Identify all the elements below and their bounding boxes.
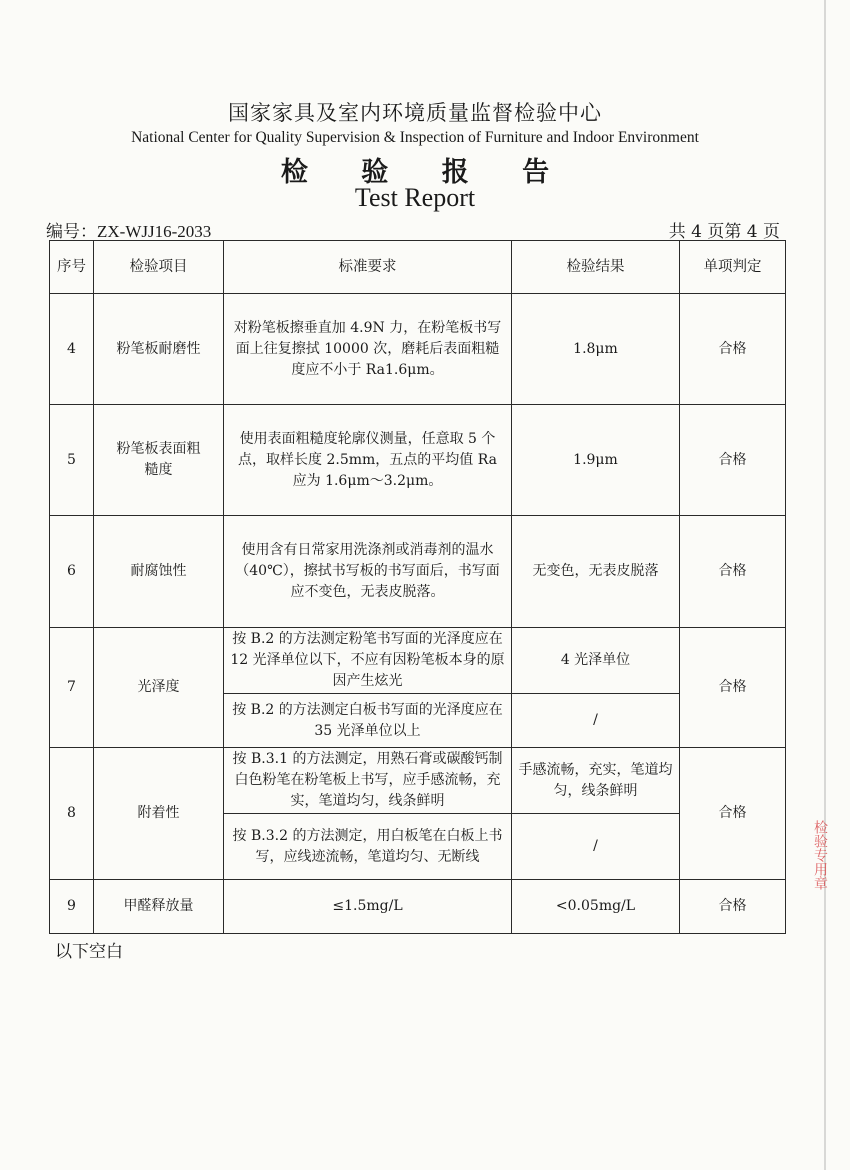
cell-requirement: 按 B.3.1 的方法测定，用熟石膏或碳酸钙制白色粉笔在粉笔板上书写，应手感流畅，充实，笔道均匀，线条鲜明 <box>224 748 512 814</box>
header-judgement: 单项判定 <box>680 241 786 294</box>
blank-below-note: 以下空白 <box>55 942 123 962</box>
cell-requirement: 使用含有日常家用洗涤剂或消毒剂的温水（40℃），擦拭书写板的书写面后，书写面应不变色，无表皮脱落。 <box>224 516 512 628</box>
cell-result: 1.9μm <box>512 405 680 516</box>
report-number <box>46 217 211 242</box>
header-requirement: 标准要求 <box>224 241 512 294</box>
cell-requirement: 使用表面粗糙度轮廓仪测量，任意取 5 个点，取样长度 2.5mm，五点的平均值 Ra 应为 1.6μm～3.2μm。 <box>224 405 512 516</box>
stamp-fragment: 检验专用章 <box>812 820 828 890</box>
header-item: 检验项目 <box>94 241 224 294</box>
report-title-en: Test Report <box>354 183 476 212</box>
cell-requirement: ≤1.5mg/L <box>224 880 512 934</box>
cell-item: 甲醛释放量 <box>94 880 224 934</box>
table-row <box>50 516 786 628</box>
cell-requirement: 按 B.2 的方法测定白板书写面的光泽度应在 35 光泽单位以上 <box>224 694 512 748</box>
page-info: 共 4 页第 4 页 <box>668 222 780 242</box>
cell-item: 光泽度 <box>94 628 224 748</box>
cell-seq: 6 <box>50 516 94 628</box>
cell-judgement: 合格 <box>680 748 786 880</box>
table-row <box>50 294 786 405</box>
header-result: 检验结果 <box>512 241 680 294</box>
cell-result: 无变色，无表皮脱落 <box>512 516 680 628</box>
cell-requirement: 按 B.3.2 的方法测定，用白板笔在白板上书写，应线迹流畅，笔道均匀、无断线 <box>224 814 512 880</box>
cell-seq: 4 <box>50 294 94 405</box>
cell-item: 粉笔板表面粗糙度 <box>94 405 224 516</box>
cell-item: 耐腐蚀性 <box>94 516 224 628</box>
table-row <box>50 748 786 814</box>
cell-judgement: 合格 <box>680 294 786 405</box>
header-seq: 序号 <box>50 241 94 294</box>
report-title-cn: 检 验 报 告 <box>280 157 572 188</box>
cell-result: / <box>512 814 680 880</box>
org-name-cn: 国家家具及室内环境质量监督检验中心 <box>228 101 602 125</box>
cell-requirement: 按 B.2 的方法测定粉笔书写面的光泽度应在 12 光泽单位以下，不应有因粉笔板本身的原因产生炫光 <box>224 628 512 694</box>
cell-judgement: 合格 <box>680 516 786 628</box>
report-number-label: 编号： <box>46 222 97 242</box>
cell-result: <0.05mg/L <box>512 880 680 934</box>
cell-result: / <box>512 694 680 748</box>
table-row <box>50 405 786 516</box>
cell-seq: 9 <box>50 880 94 934</box>
cell-judgement: 合格 <box>680 880 786 934</box>
cell-result: 1.8μm <box>512 294 680 405</box>
org-name-en: National Center for Quality Supervision & Inspection of Furniture and Indoor Environment <box>131 129 699 146</box>
cell-seq: 8 <box>50 748 94 880</box>
cell-item: 附着性 <box>94 748 224 880</box>
cell-judgement: 合格 <box>680 405 786 516</box>
report-number-value: ZX-WJJ16-2033 <box>97 222 212 241</box>
cell-requirement: 对粉笔板擦垂直加 4.9N 力，在粉笔板书写面上往复擦拭 10000 次，磨耗后表面粗糙度应不小于 Ra1.6μm。 <box>224 294 512 405</box>
cell-judgement: 合格 <box>680 628 786 748</box>
cell-seq: 7 <box>50 628 94 748</box>
table-row <box>50 628 786 694</box>
cell-result: 手感流畅，充实，笔道均匀，线条鲜明 <box>512 748 680 814</box>
cell-seq: 5 <box>50 405 94 516</box>
table-header-row <box>50 241 786 294</box>
results-table <box>49 240 786 934</box>
table-row <box>50 880 786 934</box>
cell-item: 粉笔板耐磨性 <box>94 294 224 405</box>
cell-result: 4 光泽单位 <box>512 628 680 694</box>
